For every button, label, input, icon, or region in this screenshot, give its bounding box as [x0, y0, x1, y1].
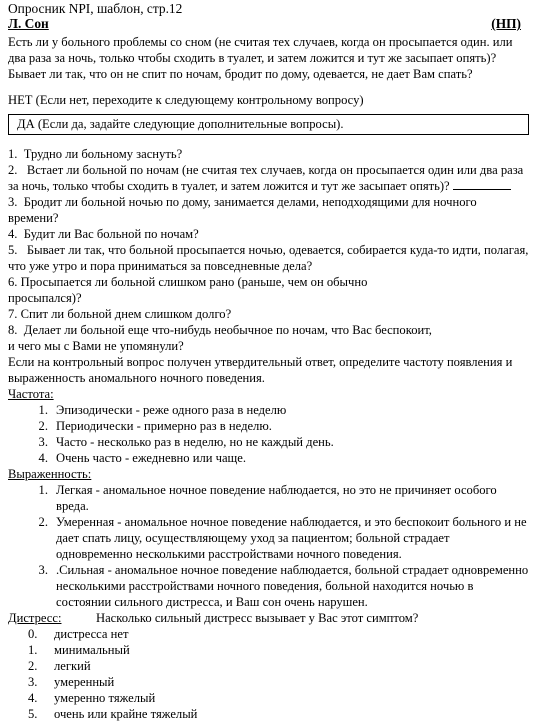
question-item: 8. Делает ли больной еще что-нибудь необычное по ночам, что Вас беспокоит,	[8, 323, 432, 337]
distress-list	[8, 626, 529, 722]
answer-blank[interactable]	[453, 178, 511, 190]
question-item-continued: просыпался)?	[8, 291, 82, 305]
section-header	[8, 16, 529, 31]
question-item: 4. Будит ли Вас больной по ночам?	[8, 227, 199, 241]
frequency-option[interactable]: 4. Очень часто - ежедневно или чаще.	[38, 451, 246, 465]
severity-label: Выраженность:	[8, 467, 92, 481]
distress-option[interactable]: 2. легкий	[28, 659, 91, 673]
distress-label: Дистресс:	[8, 611, 62, 625]
document-page	[8, 1, 529, 722]
distress-option[interactable]: 5. очень или крайне тяжелый	[28, 707, 198, 721]
severity-list	[8, 482, 529, 610]
yes-option: ДА (Если да, задайте следующие дополнительные вопросы).	[17, 117, 344, 131]
severity-option[interactable]: 3. .Сильная - аномальное ночное поведение наблюдается, больной страдает одновременно несколькими расстройствами ночного поведения, больной находится ночью в состоянии сильного дистресса, и Ваш сон очень нарушен.	[38, 563, 529, 609]
distress-header	[8, 610, 529, 626]
distress-option[interactable]: 4. умеренно тяжелый	[28, 691, 156, 705]
severity-option[interactable]: 2. Умеренная - аномальное ночное поведение наблюдается, и это беспокоит больного и не дает спать лицу, осуществляющему уход за пациентом; больной страдает одновременно несколькими расстройствами ночного поведения.	[38, 515, 527, 561]
frequency-list	[8, 402, 529, 466]
document-title: Опросник NPI, шаблон, стр.12	[8, 1, 183, 16]
question-item: 3. Бродит ли больной ночью по дому, занимается делами, неподходящими для ночного времени?	[8, 195, 477, 225]
distress-option[interactable]: 3. умеренный	[28, 675, 115, 689]
frequency-option[interactable]: 1. Эпизодически - реже одного раза в неделю	[38, 403, 287, 417]
distress-option[interactable]: 0. дистресса нет	[28, 627, 129, 641]
section-code: (НП)	[491, 16, 521, 31]
yes-option-box	[8, 114, 529, 135]
question-item: 1. Трудно ли больному заснуть?	[8, 147, 183, 161]
frequency-option[interactable]: 2. Периодически - примерно раз в неделю.	[38, 419, 272, 433]
instruction-text: Если на контрольный вопрос получен утвердительный ответ, определите частоту появления и выраженность аномального ночного поведения.	[8, 355, 513, 385]
question-list	[8, 146, 529, 354]
question-item-continued: и чего мы с Вами не упомянули?	[8, 339, 184, 353]
question-item: 6. Просыпается ли больной слишком рано (раньше, чем он обычно	[8, 275, 368, 289]
severity-option[interactable]: 1. Легкая - аномальное ночное поведение наблюдается, но это не причиняет особого вреда.	[38, 483, 497, 513]
question-item: 5. Бывает ли так, что больной просыпается ночью, одевается, собирается куда-то идти, полагая, что уже утро и пора приниматься за повседневные дела?	[8, 243, 529, 273]
section-title: Л. Сон	[8, 16, 49, 31]
frequency-option[interactable]: 3. Часто - несколько раз в неделю, но не каждый день.	[38, 435, 334, 449]
screening-question: Есть ли у больного проблемы со сном (не считая тех случаев, когда он просыпается один. или два раза за ночь, только чтобы сходить в туалет, и затем ложится и тут же засыпает опять)? Бывает ли так, что он не спит по ночам, бродит по дому, одевается, не дает Вам спать?	[8, 35, 513, 81]
no-option: НЕТ (Если нет, переходите к следующему контрольному вопросу)	[8, 93, 364, 107]
distress-question: Насколько сильный дистресс вызывает у Вас этот симптом?	[96, 611, 419, 625]
question-item: 2. Встает ли больной по ночам (не считая тех случаев, когда он просыпается один или два раза за ночь, только чтобы сходить в туалет, и затем ложится и тут же засыпает опять)?	[8, 163, 524, 193]
question-item: 7. Спит ли больной днем слишком долго?	[8, 307, 232, 321]
frequency-label: Частота:	[8, 387, 54, 401]
distress-option[interactable]: 1. минимальный	[28, 643, 130, 657]
